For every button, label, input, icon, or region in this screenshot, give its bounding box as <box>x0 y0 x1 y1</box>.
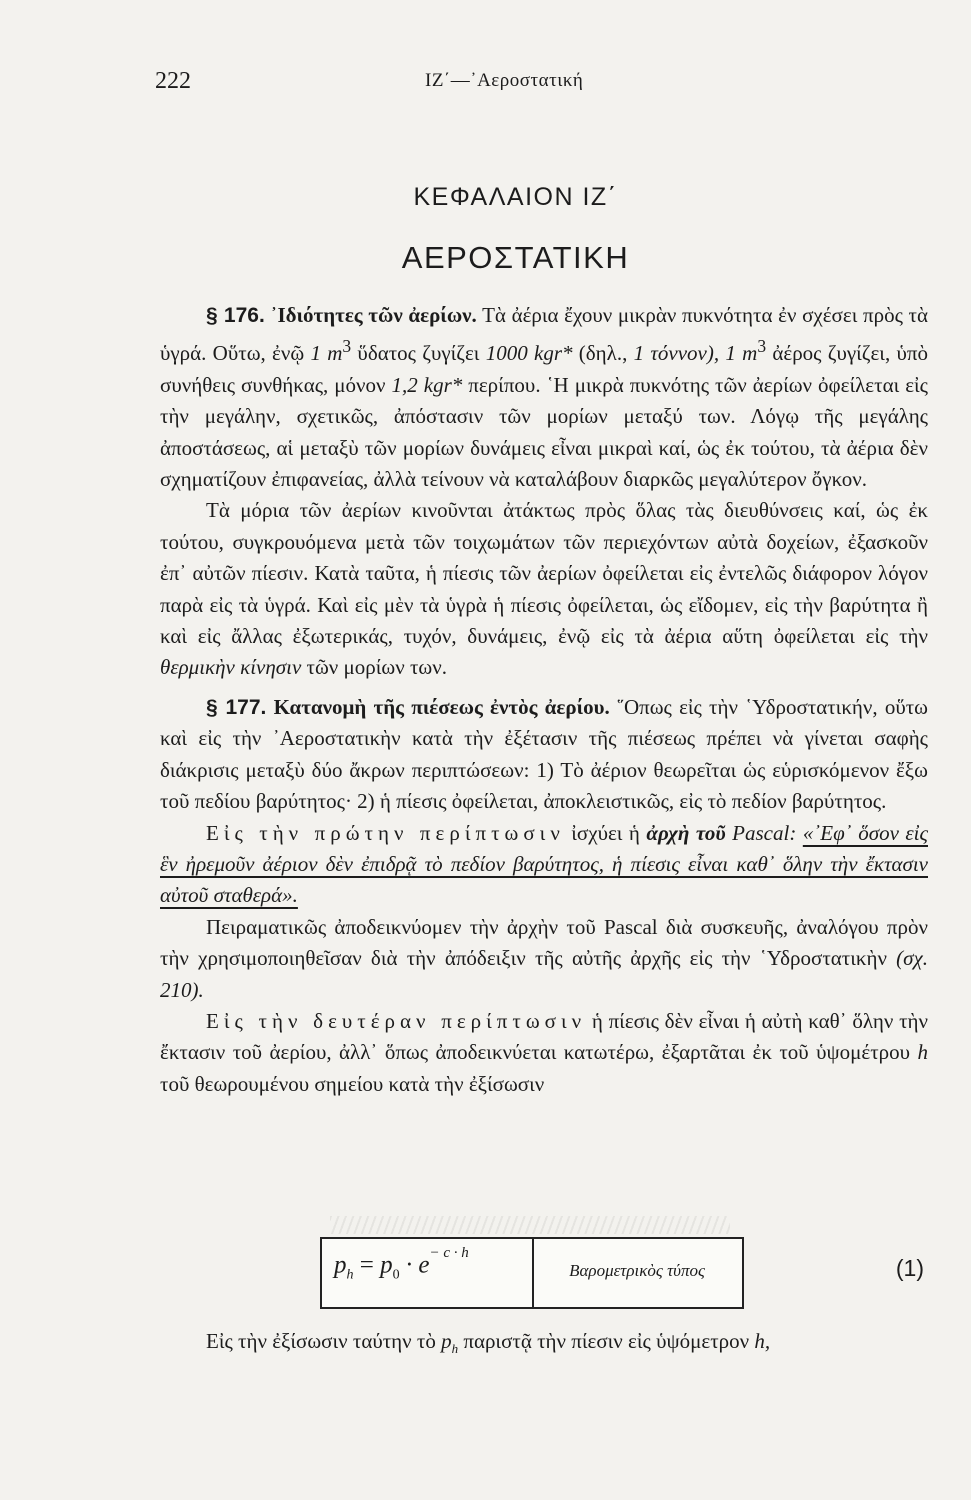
unit-m3: 1 m <box>310 341 343 366</box>
text-run: τοῦ θεωρουμένου σημείου κατὰ τὴν ἐξίσωσιν <box>160 1071 545 1096</box>
formula-p0: p <box>380 1251 393 1279</box>
paragraph-177-3 <box>160 912 928 1006</box>
formula-exp-base: · e <box>399 1251 430 1279</box>
formula-lhs: p <box>334 1251 347 1279</box>
variable-h: h, <box>754 1329 771 1353</box>
text-run: (δηλ., <box>572 341 634 366</box>
text-run: παριστᾷ τὴν πίεσιν εἰς ὑψόμετρον <box>458 1329 755 1353</box>
figure-reference: (σχ. 210). <box>160 946 928 1002</box>
chapter-label: ΚΕΦΑΛΑΙΟΝ ΙΖ΄ <box>413 183 618 211</box>
text-run: ῞Οπως εἰς τὴν ῾Υδροστατικήν, οὕτω καὶ εἰς τὴν ᾿Αεροστατικὴν κατὰ τὴν ἐξέτασιν τῆς πιέσεως πρέπει νὰ γίνεται σαφὴς διάκρισις μεταξὺ δύο ἄκρων περιπτώσεων: 1) Τὸ ἀέριον θεωρεῖται ὡς εὑρισκόμενον ἔξω τοῦ πεδίου βαρύτητος· 2) ἡ πίεσις ὀφείλεται, ἀποκλειστικῶς, εἰς τὸ πεδίον βαρύτητος. <box>160 694 929 814</box>
variable-p-sub: h <box>451 1341 459 1357</box>
unit-kgr: 1000 kgr* <box>485 341 573 366</box>
equation-number: (1) <box>895 1255 924 1281</box>
section-176-number: § 176. <box>206 304 265 327</box>
hatched-rule <box>330 1216 730 1234</box>
formula-equals: = <box>353 1251 381 1279</box>
variable-h: h <box>917 1040 928 1065</box>
paragraph-177-1 <box>160 692 928 818</box>
text-run: ἰσχύει ἡ <box>564 820 647 845</box>
tonne-text: 1 τόννον), <box>633 341 720 366</box>
chapter-title: ΑΕΡΟΣΤΑΤΙΚΗ <box>401 240 630 275</box>
thermal-motion-term: θερμικὴν κίνησιν <box>160 655 302 680</box>
paragraph-177-4 <box>160 1006 928 1100</box>
formula-exponent: − c · h <box>429 1245 469 1261</box>
page-number: 222 <box>155 68 191 94</box>
running-title: ΙΖ΄—᾿Αεροστατική <box>425 70 584 91</box>
formula-label: Βαρομετρικὸς τύπος <box>569 1261 705 1280</box>
unit-kgr: 1,2 kgr* <box>391 372 463 397</box>
body-text <box>160 300 928 1100</box>
running-head <box>155 68 931 98</box>
text-run: ἡ πίεσις δὲν εἶναι ἡ αὐτὴ καθ᾿ ὅλην τὴν ἔκτασιν τοῦ ἀερίου, ἀλλ᾿ ὅπως ἀποδεικνύεται κατωτέρω, ἐξαρτᾶται ἐκ τοῦ ὑψομέτρου <box>160 1008 928 1065</box>
text-run: Τὰ ἀέρια ἔχουν μικρὰν πυκνότητα ἐν σχέσει πρὸς τὰ ὑγρά. Οὕτω, ἐνῷ <box>160 303 928 366</box>
variable-p: p <box>441 1329 452 1353</box>
paragraph-176-2 <box>160 495 928 683</box>
section-176-title: ᾿Ιδιότητες τῶν ἀερίων. <box>270 303 477 327</box>
text-run: ἀέρος ζυγίζει, ὑπὸ συνήθεις συνθήκας, μόνον <box>160 341 928 397</box>
text-run: περίπου. ῾Η μικρὰ πυκνότης τῶν ἀερίων ὀφείλεται εἰς τὴν μεγάλην, σχετικῶς, ἀπόστασιν τῶν μορίων μεταξύ των. Λόγῳ τῆς μεγάλης ἀποστάσεως, αἱ μεταξὺ τῶν μορίων δυνάμεις εἶναι μικραὶ καί, ὡς ἐκ τούτου, τὰ ἀέρια δὲν σχηματίζουν ἐπιφανείας, ἀλλὰ τείνουν νὰ καταλάβουν διαρκῶς μεγαλύτερον ὄγκον. <box>160 372 928 492</box>
formula-expression <box>334 1245 524 1295</box>
paragraph-176-1: § 176. ᾿Ιδιότητες τῶν ἀερίων. Τὰ ἀέρια ἔχουν μικρὰν πυκνότητα ἐν σχέσει πρὸς τὰ ὑγρά. Οὕτω, ἐνῷ 1 $m^3$ ὕδατος ζυγίζει 1000 kgr* (δηλ., 1 τόννον), 1 $m^3$ ἀέρος ζυγίζει, ὑπὸ συνήθεις συνθήκας, μόνον 1,2 kgr* περίπου. ῾Η μικρὰ πυκνότης τῶν ἀερίων ὀφείλεται εἰς τὴν μεγάλην, σχετικῶς, ἀπόστασιν τῶν μορίων μεταξύ των. Λόγῳ τῆς μεγάλης ἀποστάσεως, αἱ μεταξὺ τῶν μορίων δυνάμεις εἶναι μικραὶ καί, ὡς ἐκ τούτου, τὰ ἀέρια δὲν σχηματίζουν ἐπιφανείας, ἀλλὰ τείνουν νὰ καταλάβουν διαρκῶς μεγαλύτερον ὄγκον. <box>160 303 928 492</box>
formula-divider <box>532 1239 534 1307</box>
text-run: Πειραματικῶς ἀποδεικνύομεν τὴν ἀρχὴν τοῦ Pascal διὰ συσκευῆς, ἀναλόγου πρὸν τὴν χρησιμοποιηθεῖσαν διὰ τὴν ἀπόδειξιν τῆς αὐτῆς ἀρχῆς εἰς τὴν ῾Υδροστατικὴν <box>160 914 928 971</box>
text-run: τῶν μορίων των. <box>301 655 447 680</box>
text-run: Εἰς τὴν ἐξίσωσιν ταύτην τὸ <box>206 1329 442 1353</box>
text-run: Τὰ μόρια τῶν ἀερίων κινοῦνται ἀτάκτως πρὸς ὅλας τὰς διευθύνσεις καί, ὡς ἐκ τούτου, συγκρουόμενα μετὰ τῶν τοιχωμάτων τῶν περιεχόντων αὐτὰ δοχείων, ἐξασκοῦν ἐπ᾿ αὐτῶν πίεσιν. Κατὰ ταῦτα, ἡ πίεσις τῶν ἀερίων ὀφείλεται εἰς ἐντελῶς διάφορον λόγον παρὰ εἰς τὰ ὑγρά. Καὶ εἰς μὲν τὰ ὑγρὰ ἡ πίεσις ὀφείλεται, ὡς εἴδομεν, εἰς τὴν βαρύτητα ἢ καὶ εἰς ἄλλας ἐξωτερικάς, τυχόν, δυνάμεις, ἐνῷ εἰς τὰ ἀέρια αὕτη ὀφείλεται εἰς τὴν <box>160 498 928 649</box>
section-177-title: Κατανομὴ τῆς πιέσεως ἐντὸς ἀερίου. <box>273 694 610 719</box>
text-run: ὕδατος ζυγίζει <box>351 341 486 366</box>
paragraph-last <box>160 1326 928 1365</box>
unit-m3: 1 m <box>719 341 758 366</box>
paragraph-177-2 <box>160 818 928 912</box>
spaced-lead: Εἰς τὴν πρώτην περίπτωσιν <box>206 820 565 845</box>
formula-box <box>320 1237 744 1309</box>
pascal-name: Pascal: <box>725 820 797 845</box>
formula-lhs-sub: h <box>346 1267 354 1283</box>
section-177-number: § 177. <box>206 695 267 719</box>
formula-p0-sub: 0 <box>392 1267 400 1283</box>
barometric-formula <box>320 1237 930 1307</box>
law-name: ἀρχὴ τοῦ <box>646 820 726 845</box>
pascal-law: «᾿Εφ᾿ ὅσον εἰς ἓν ἠρεμοῦν ἀέριον δὲν ἐπιδρᾷ τὸ πεδίον βαρύτητος, ἡ πίεσις εἶναι καθ᾿ ὅλην τὴν ἔκτασιν αὐτοῦ σταθερά». <box>160 820 928 908</box>
spaced-lead: Εἰς τὴν δευτέραν περίπτωσιν <box>206 1008 587 1033</box>
